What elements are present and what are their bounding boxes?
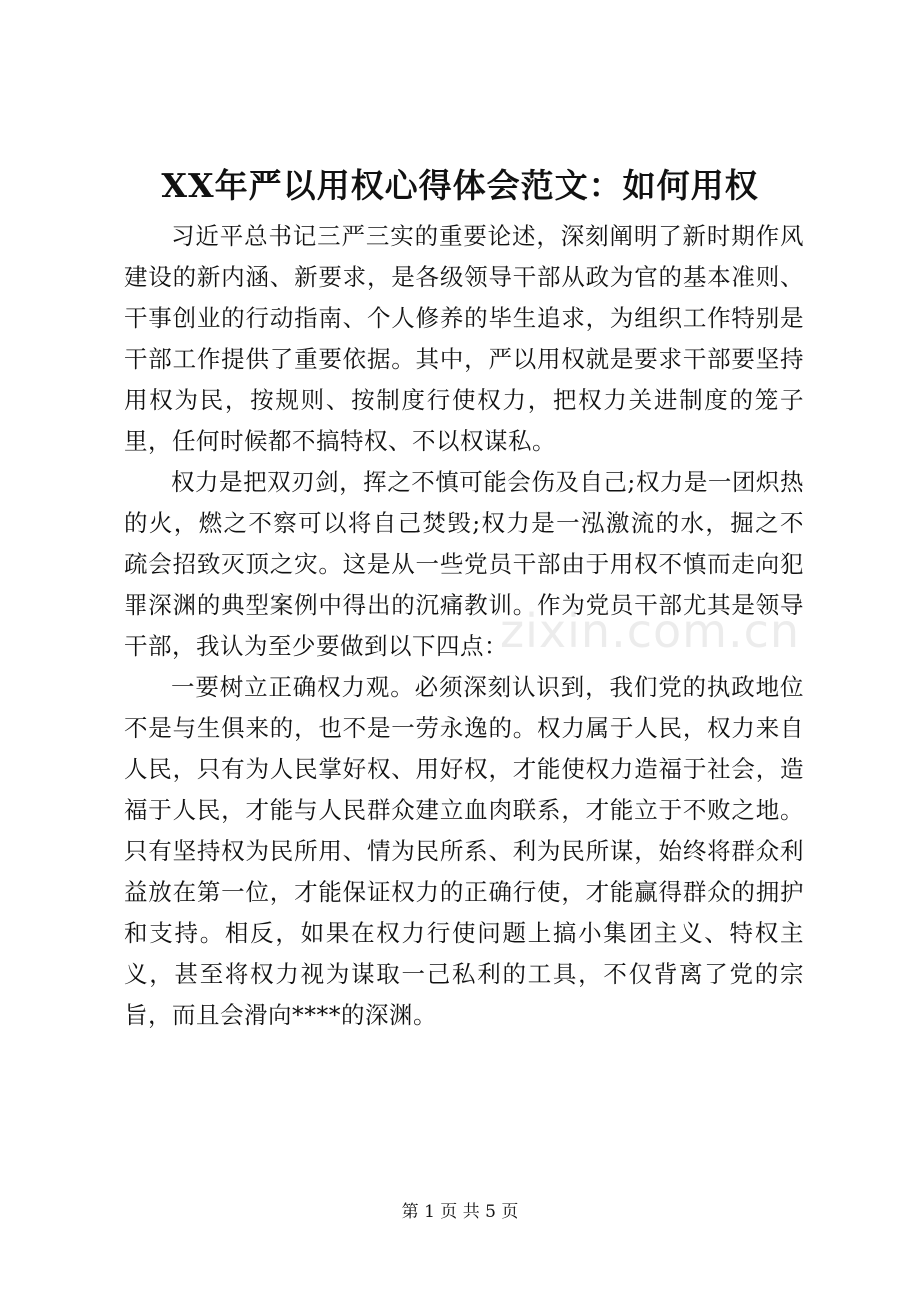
document-body xyxy=(124,216,804,1036)
paragraph-3: 一要树立正确权力观。必须深刻认识到，我们党的执政地位不是与生俱来的，也不是一劳永逸的。权力属于人民，权力来自人民，只有为人民掌好权、用好权，才能使权力造福于社会，造福于人民，才能与人民群众建立血肉联系，才能立于不败之地。只有坚持权为民所用、情为民所系、利为民所谋，始终将群众利益放在第一位，才能保证权力的正确行使，才能赢得群众的拥护和支持。相反，如果在权力行使问题上搞小集团主义、特权主义，甚至将权力视为谋取一己私利的工具，不仅背离了党的宗旨，而且会滑向****的深渊。 xyxy=(124,673,804,1029)
paragraph-1: 习近平总书记三严三实的重要论述，深刻阐明了新时期作风建设的新内涵、新要求，是各级领导干部从政为官的基本准则、干事创业的行动指南、个人修养的毕生追求，为组织工作特别是干部工作提供了重要依据。其中，严以用权就是要求干部要坚持用权为民，按规则、按制度行使权力，把权力关进制度的笼子里，任何时候都不搞特权、不以权谋私。 xyxy=(124,222,804,455)
paragraph-2: 权力是把双刃剑，挥之不慎可能会伤及自己;权力是一团炽热的火，燃之不察可以将自己焚毁;权力是一泓激流的水，掘之不疏会招致灭顶之灾。这是从一些党员干部由于用权不慎而走向犯罪深渊的典型案例中得出的沉痛教训。作为党员干部尤其是领导干部，我认为至少要做到以下四点： xyxy=(124,468,804,660)
document-title: XX年严以用权心得体会范文：如何用权 xyxy=(161,166,759,205)
watermark: zixin.com.cn xyxy=(500,604,801,658)
page-footer: 第 1 页 共 5 页 xyxy=(401,1202,519,1222)
